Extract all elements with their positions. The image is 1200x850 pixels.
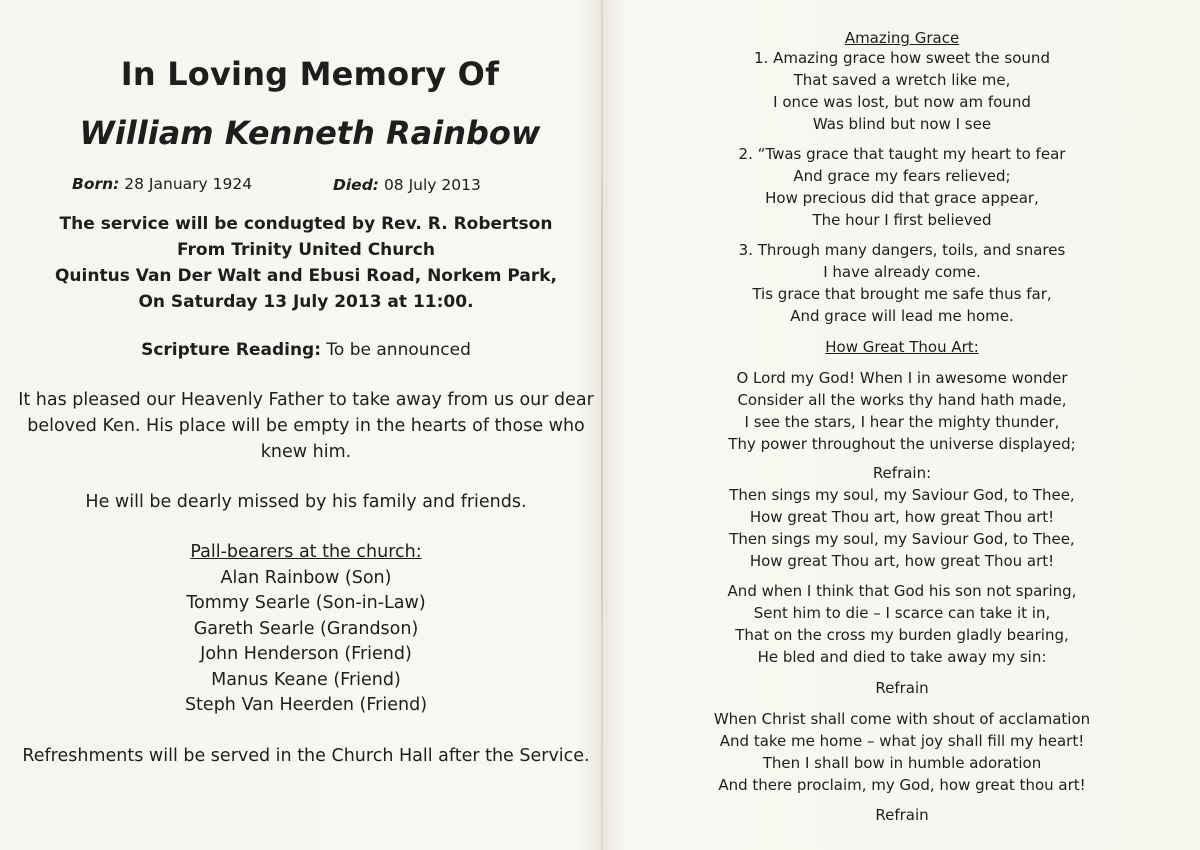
refrain-label: Refrain: <box>872 464 932 482</box>
hymn-title-amazing-grace: Amazing Grace <box>844 29 960 47</box>
verse-line: Tis grace that brought me safe thus far, <box>752 285 1052 303</box>
scripture-value: To be announced <box>326 340 471 360</box>
verse-line: He bled and died to take away my sin: <box>757 648 1047 666</box>
verse-line: And take me home – what joy shall fill my heart! <box>719 732 1085 750</box>
hymn-verse <box>604 143 1200 231</box>
verse-line: The hour I first believed <box>812 211 992 229</box>
service-line: From Trinity United Church <box>177 240 435 260</box>
dates-row <box>0 175 600 197</box>
verse-line: Was blind but now I see <box>812 115 992 133</box>
verse-line: O Lord my God! When I in awesome wonder <box>736 369 1068 387</box>
verse-line: I once was lost, but now am found <box>773 93 1031 111</box>
scripture-reading <box>0 338 612 362</box>
verse-line: How precious did that grace appear, <box>765 189 1039 207</box>
tribute-line: It has pleased our Heavenly Father to take away from us our dear <box>18 390 594 410</box>
pallbearers-heading: Pall-bearers at the church: <box>190 542 422 562</box>
verse-line: How great Thou art, how great Thou art! <box>749 508 1055 526</box>
pallbearer-item: Manus Keane (Friend) <box>211 669 401 690</box>
memorial-title: In Loving Memory Of <box>120 55 500 93</box>
refrain-label: Refrain <box>875 806 929 824</box>
verse-line: Thy power throughout the universe displayed; <box>728 435 1076 453</box>
hymn-verse <box>604 47 1200 135</box>
verse-line: When Christ shall come with shout of acclamation <box>713 710 1091 728</box>
verse-line: 1. Amazing grace how sweet the sound <box>754 49 1050 67</box>
service-line: The service will be condugted by Rev. R. Robertson <box>59 214 553 234</box>
pallbearer-item: Tommy Searle (Son-in-Law) <box>186 593 426 613</box>
verse-line: That on the cross my burden gladly bearing, <box>735 626 1069 644</box>
pallbearer-item: Alan Rainbow (Son) <box>220 567 392 588</box>
pallbearer-item: John Henderson (Friend) <box>200 644 412 664</box>
deceased-name: William Kenneth Rainbow <box>79 114 541 152</box>
verse-line: 3. Through many dangers, toils, and snares <box>738 241 1066 259</box>
hymn-verse <box>604 580 1200 668</box>
died-label: Died: <box>333 176 379 194</box>
refreshments-note: Refreshments will be served in the Church Hall after the Service. <box>22 746 590 766</box>
died-date-group <box>333 176 481 194</box>
verse-line: 2. “Twas grace that taught my heart to fear <box>738 145 1066 163</box>
born-date: 28 January 1924 <box>124 175 253 193</box>
verse-line: Then sings my soul, my Saviour God, to Thee, <box>729 486 1075 504</box>
verse-line: And there proclaim, my God, how great thou art! <box>718 776 1086 794</box>
hymn-verse <box>604 367 1200 455</box>
verse-line: Sent him to die – I scarce can take it in, <box>753 604 1051 622</box>
verse-line: And grace will lead me home. <box>790 307 1014 325</box>
verse-line: I see the stars, I hear the mighty thunder, <box>744 413 1060 431</box>
verse-line: Consider all the works thy hand hath made, <box>737 391 1067 409</box>
pallbearer-item: Steph Van Heerden (Friend) <box>184 695 428 715</box>
born-date-group <box>72 175 252 193</box>
died-date: 08 July 2013 <box>383 176 481 194</box>
verse-line: That saved a wretch like me, <box>793 71 1011 89</box>
verse-line: Then sings my soul, my Saviour God, to Thee, <box>729 530 1075 548</box>
verse-line: I have already come. <box>823 263 981 281</box>
verse-line: How great Thou art, how great Thou art! <box>749 552 1055 570</box>
born-label: Born: <box>72 175 120 193</box>
verse-line: Then I shall bow in humble adoration <box>762 754 1042 772</box>
tribute-line: knew him. <box>260 442 352 462</box>
refrain-label: Refrain <box>875 679 929 697</box>
service-details <box>0 211 612 315</box>
service-line: On Saturday 13 July 2013 at 11:00. <box>138 292 474 312</box>
hymn-verse <box>604 239 1200 327</box>
verse-line: And grace my fears relieved; <box>793 167 1011 185</box>
tribute-line: beloved Ken. His place will be empty in the hearts of those who <box>27 416 585 436</box>
verse-line: And when I think that God his son not sparing, <box>727 582 1077 600</box>
service-line: Quintus Van Der Walt and Ebusi Road, Norkem Park, <box>54 266 558 286</box>
hymn-title-how-great-thou-art: How Great Thou Art: <box>825 338 979 356</box>
refrain-block <box>604 462 1200 572</box>
scripture-label: Scripture Reading: <box>141 340 322 360</box>
tribute-paragraph <box>16 387 596 465</box>
pallbearers-section <box>0 540 612 719</box>
missed-statement: He will be dearly missed by his family and friends. <box>85 492 527 512</box>
right-page <box>604 0 1200 850</box>
hymn-verse <box>604 708 1200 796</box>
pallbearer-item: Gareth Searle (Grandson) <box>193 618 419 639</box>
